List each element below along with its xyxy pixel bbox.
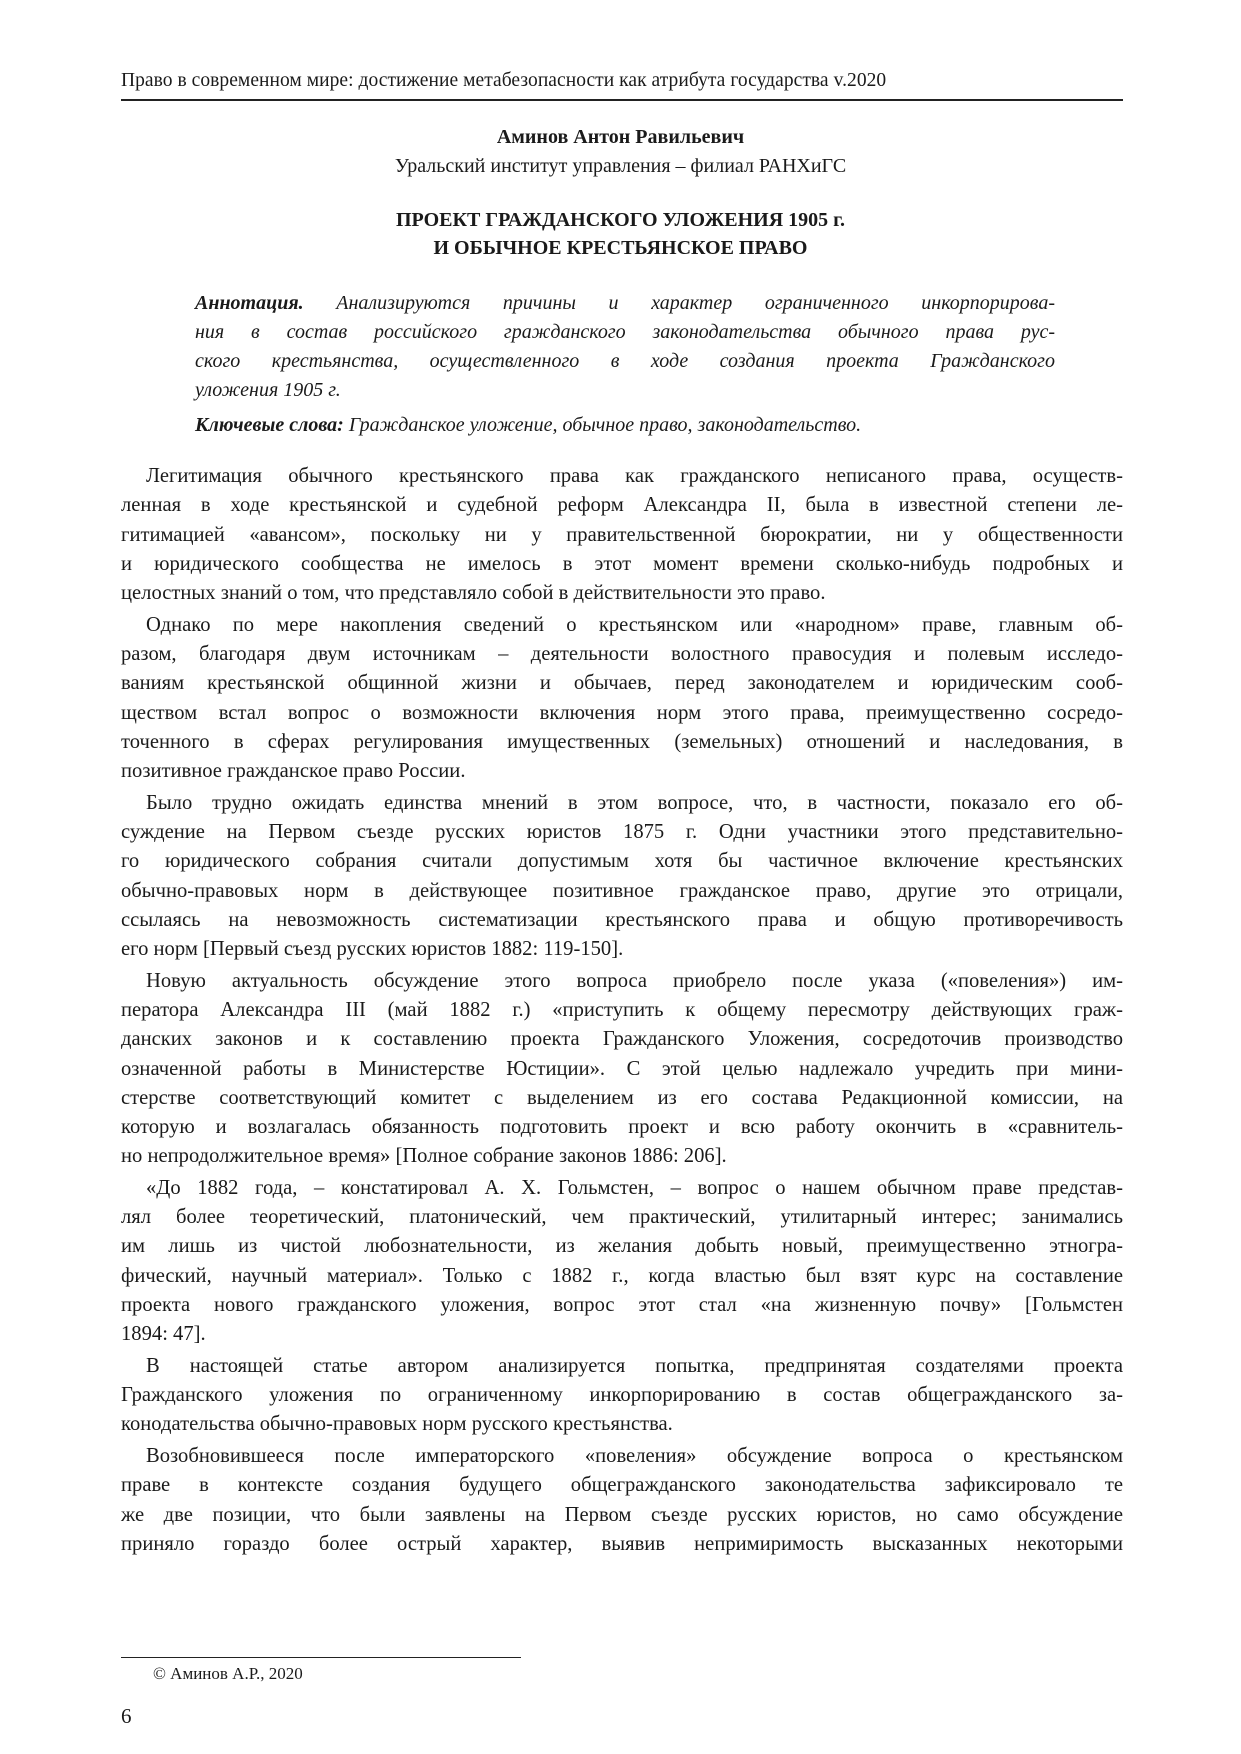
body-line: данских законов и к составлению проекта Гражданского Уложения, сосредоточив производство bbox=[121, 1028, 1123, 1051]
header-rule bbox=[121, 99, 1123, 101]
body-line: стерстве соответствующий комитет с выделением из его состава Редакционной комиссии, на bbox=[121, 1086, 1123, 1109]
body-line: Возобновившееся после императорского «повеления» обсуждение вопроса о крестьянском bbox=[146, 1444, 1123, 1467]
body-line: же две позиции, что были заявлены на Первом съезде русских юристов, но само обсуждение bbox=[121, 1503, 1123, 1526]
article-title bbox=[0, 206, 1241, 262]
body-line: «До 1882 года, – констатировал А. Х. Гольмстен, – вопрос о нашем обычном праве представ- bbox=[146, 1176, 1123, 1199]
body-line: праве в контексте создания будущего общегражданского законодательства зафиксировало те bbox=[121, 1474, 1123, 1497]
body-line: которую и возлагалась обязанность подготовить проект и всю работу окончить в «сравнитель- bbox=[121, 1116, 1123, 1139]
body-paragraph bbox=[121, 1442, 1123, 1559]
author-name: Аминов Антон Равильевич bbox=[496, 126, 745, 148]
body-line: Однако по мере накопления сведений о крестьянском или «народном» праве, главным об- bbox=[146, 613, 1123, 636]
footnote-rule bbox=[121, 1657, 521, 1658]
abstract-line: ского крестьянства, осуществленного в ходе создания проекта Гражданского bbox=[195, 350, 1055, 372]
body-line: приняло гораздо более острый характер, выявив непримиримость высказанных некоторыми bbox=[121, 1532, 1123, 1555]
body-line: проекта нового гражданского уложения, вопрос этот стал «на жизненную почву» [Гольмстен bbox=[121, 1294, 1123, 1317]
body-line: им лишь из чистой любознательности, из желания добыть новый, преимущественно этногра- bbox=[121, 1235, 1123, 1258]
body-line: точенного в сферах регулирования имущественных (земельных) отношений и наследования, в bbox=[121, 730, 1123, 753]
body-line: го юридического собрания считали допустимым хотя бы частичное включение крестьянских bbox=[121, 850, 1123, 873]
body-text bbox=[121, 462, 1123, 1561]
page-number: 6 bbox=[121, 1704, 132, 1728]
body-line: ваниям крестьянской общинной жизни и обычаев, перед законодателем и юридическим сооб- bbox=[121, 672, 1123, 695]
body-line: Новую актуальность обсуждение этого вопроса приобрело после указа («повеления») им- bbox=[146, 969, 1123, 992]
body-line: Легитимация обычного крестьянского права как гражданского неписаного права, осуществ- bbox=[146, 465, 1123, 487]
body-line: разом, благодаря двум источникам – деятельности волостного правосудия и полевым исследо- bbox=[121, 642, 1123, 665]
body-paragraph bbox=[121, 1174, 1123, 1350]
body-line: В настоящей статье автором анализируется попытка, предпринятая создателями проекта bbox=[146, 1354, 1123, 1377]
body-line: его норм [Первый съезд русских юристов 1882: 119-150]. bbox=[121, 938, 624, 961]
author-affiliation: Уральский институт управления – филиал РАНХиГС bbox=[394, 155, 847, 177]
body-line: 1894: 47]. bbox=[121, 1323, 206, 1346]
body-line: Было трудно ожидать единства мнений в этом вопросе, что, в частности, показало его об- bbox=[146, 791, 1123, 814]
body-line: ществом встал вопрос о возможности включения норм этого права, преимущественно сосредо- bbox=[121, 701, 1123, 724]
abstract-text: Анализируются причины и характер ограниченного инкорпорирова- bbox=[303, 292, 1055, 314]
body-line: ператора Александра III (май 1882 г.) «приступить к общему пересмотру действующих граж- bbox=[121, 998, 1123, 1021]
body-line: ленная в ходе крестьянской и судебной реформ Александра II, была в известной степени ле- bbox=[121, 494, 1123, 517]
body-line: обычно-правовых норм в действующее позитивное гражданское право, другие это отрицали, bbox=[121, 879, 1123, 902]
body-line: лял более теоретический, платонический, чем практический, утилитарный интерес; занимались bbox=[121, 1206, 1123, 1229]
abstract bbox=[195, 289, 1055, 405]
abstract-line: ния в состав российского гражданского законодательства обычного права рус- bbox=[195, 321, 1055, 343]
body-paragraph bbox=[121, 611, 1123, 787]
body-paragraph bbox=[121, 967, 1123, 1172]
abstract-label: Аннотация. bbox=[195, 292, 304, 314]
body-line: гитимацией «авансом», поскольку ни у правительственной бюрократии, ни у общественности bbox=[121, 523, 1123, 546]
keywords bbox=[195, 411, 1095, 440]
body-line: но непродолжительное время» [Полное собрание законов 1886: 206]. bbox=[121, 1145, 727, 1168]
article-title-line: ПРОЕКТ ГРАЖДАНСКОГО УЛОЖЕНИЯ 1905 г. bbox=[395, 209, 846, 231]
footnote: © Аминов А.Р., 2020 bbox=[153, 1664, 303, 1683]
body-paragraph bbox=[121, 1352, 1123, 1440]
body-paragraph bbox=[121, 789, 1123, 965]
body-line: целостных знаний о том, что представляло собой в действительности это право. bbox=[121, 582, 826, 605]
body-paragraph bbox=[121, 462, 1123, 608]
abstract-line: уложения 1905 г. bbox=[195, 379, 341, 401]
body-line: означенной работы в Министерстве Юстиции». С этой целью надлежало учредить при мини- bbox=[121, 1057, 1123, 1080]
keywords-text: Гражданское уложение, обычное право, законодательство. bbox=[343, 414, 862, 436]
body-line: и юридического сообщества не имелось в этот момент времени сколько-нибудь подробных и bbox=[121, 552, 1123, 575]
body-line: ссылаясь на невозможность систематизации крестьянского права и общую противоречивость bbox=[121, 908, 1123, 931]
body-line: позитивное гражданское право России. bbox=[121, 760, 466, 783]
keywords-label: Ключевые слова: bbox=[195, 414, 344, 436]
abstract-line bbox=[195, 289, 1055, 318]
article-title-line: И ОБЫЧНОЕ КРЕСТЬЯНСКОЕ ПРАВО bbox=[433, 237, 808, 259]
body-line: фический, научный материал». Только с 1882 г., когда властью был взят курс на составление bbox=[121, 1264, 1123, 1287]
running-header: Право в современном мире: достижение метабезопасности как атрибута государства v.2020 bbox=[121, 70, 887, 91]
body-line: суждение на Первом съезде русских юристов 1875 г. Одни участники этого представительно- bbox=[121, 820, 1123, 843]
body-line: конодательства обычно-правовых норм русского крестьянства. bbox=[121, 1413, 673, 1436]
body-line: Гражданского уложения по ограниченному инкорпорированию в состав общегражданского за- bbox=[121, 1384, 1123, 1407]
